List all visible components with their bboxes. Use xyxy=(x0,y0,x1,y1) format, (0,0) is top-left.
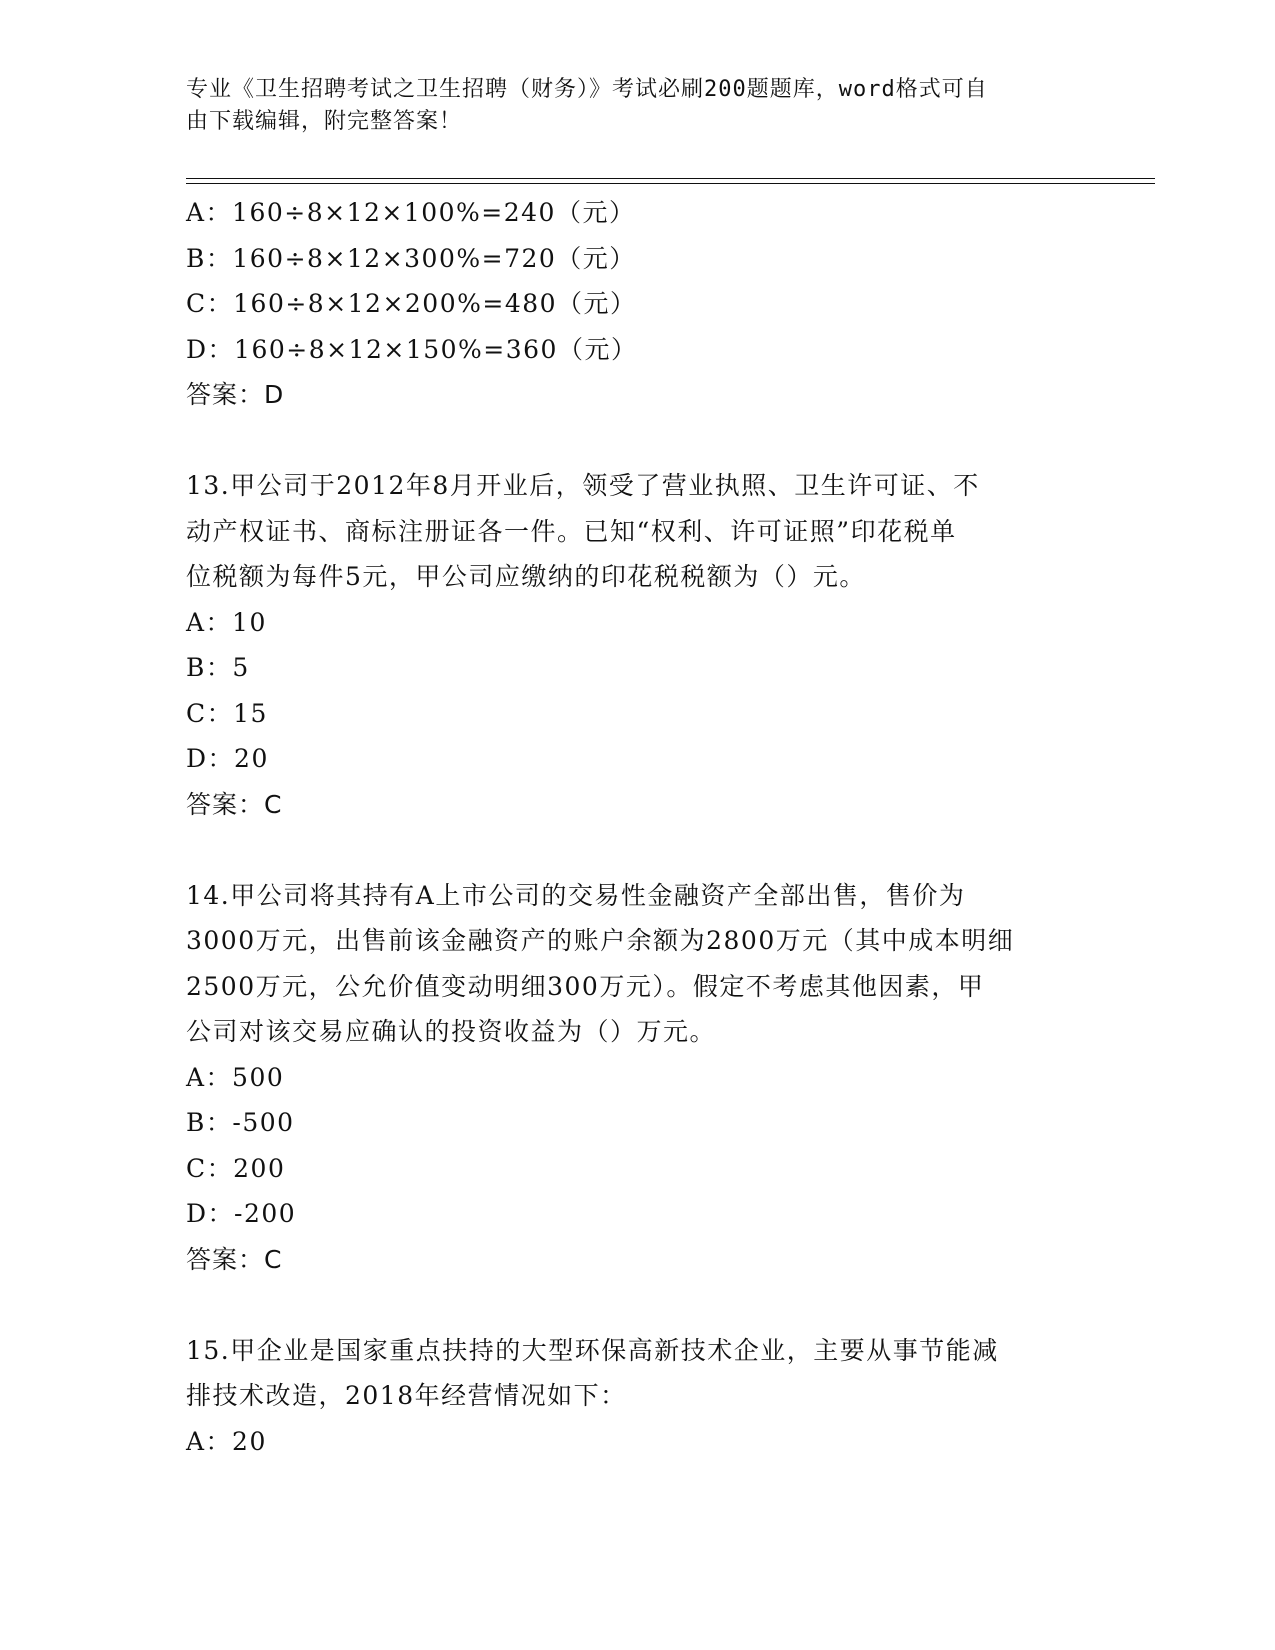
question-stem-line: 位税额为每件5元，甲公司应缴纳的印花税税额为（）元。 xyxy=(186,562,866,591)
question-stem-line: 公司对该交易应确认的投资收益为（）万元。 xyxy=(186,1017,717,1046)
header-line-2: 由下载编辑，附完整答案！ xyxy=(186,109,463,134)
option-d: D：20 xyxy=(186,744,269,773)
header-rule-bottom xyxy=(186,183,1155,184)
question-stem-line: 15.甲企业是国家重点扶持的大型环保高新技术企业，主要从事节能减 xyxy=(186,1335,999,1365)
option-a: A：20 xyxy=(186,1426,267,1456)
spacer xyxy=(186,1282,1116,1328)
question-12 xyxy=(186,190,1116,418)
option-d: D：-200 xyxy=(186,1199,297,1228)
question-stem-line: 排技术改造，2018年经营情况如下： xyxy=(186,1381,627,1410)
header-rule-top xyxy=(186,178,1155,179)
document-header xyxy=(186,74,1066,138)
option-a: A：160÷8×12×100%=240（元） xyxy=(186,198,636,227)
spacer xyxy=(186,418,1116,464)
option-a: A：10 xyxy=(186,607,267,637)
question-15 xyxy=(186,1328,1116,1465)
question-14 xyxy=(186,873,1116,1283)
question-stem-line: 13.甲公司于2012年8月开业后，领受了营业执照、卫生许可证、不 xyxy=(186,471,980,500)
answer: 答案：D xyxy=(186,380,285,409)
option-c: C：200 xyxy=(186,1153,286,1183)
question-stem-line: 3000万元，出售前该金融资产的账户余额为2800万元（其中成本明细 xyxy=(186,926,1015,955)
question-list xyxy=(186,190,1116,1464)
question-stem-line: 14.甲公司将其持有A上市公司的交易性金融资产全部出售，售价为 xyxy=(186,880,966,910)
question-stem-line: 动产权证书、商标注册证各一件。已知“权利、许可证照”印花税单 xyxy=(186,516,957,546)
option-b: B：-500 xyxy=(186,1108,295,1137)
spacer xyxy=(186,827,1116,873)
option-b: B：5 xyxy=(186,653,250,682)
option-c: C：15 xyxy=(186,698,268,728)
answer: 答案：C xyxy=(186,1244,283,1274)
option-c: C：160÷8×12×200%=480（元） xyxy=(186,289,637,318)
question-stem-line: 2500万元，公允价值变动明细300万元）。假定不考虑其他因素，甲 xyxy=(186,971,985,1001)
answer: 答案：C xyxy=(186,789,283,819)
question-13 xyxy=(186,463,1116,827)
option-d: D：160÷8×12×150%=360（元） xyxy=(186,334,638,364)
option-b: B：160÷8×12×300%=720（元） xyxy=(186,243,636,273)
option-a: A：500 xyxy=(186,1062,285,1092)
header-line-1: 专业《卫生招聘考试之卫生招聘（财务）》考试必刷200题题库，word格式可自 xyxy=(186,77,988,102)
